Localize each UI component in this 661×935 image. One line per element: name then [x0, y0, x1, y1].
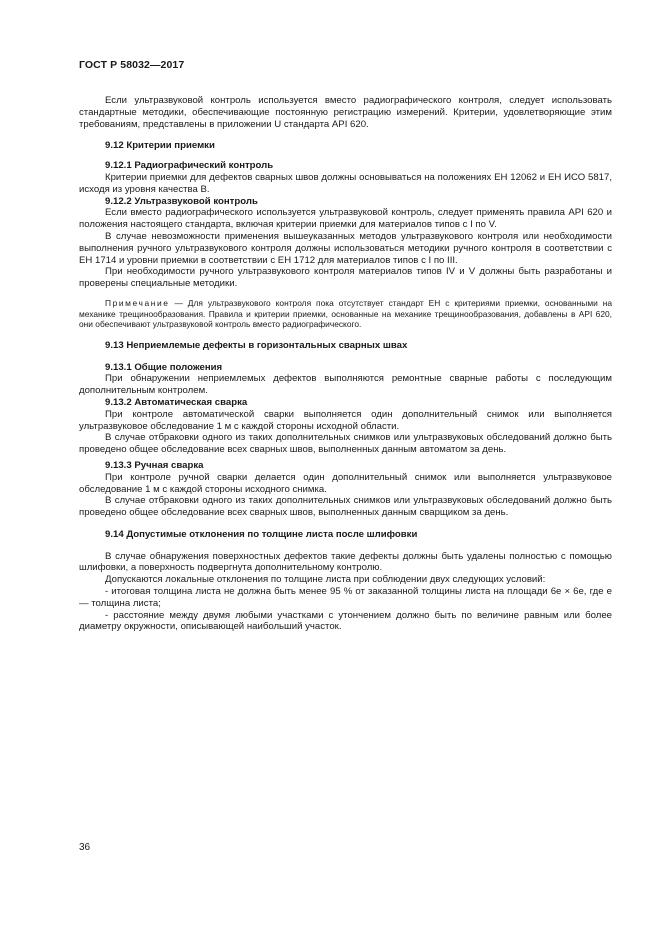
paragraph-manual-ultrasonic: В случае невозможности применения вышеуказанных методов ультразвукового контроля или необходимости выполнения ручного ультразвукового контроля должны использоваться методики ручного контроля в соответствии с ЕН 1714 и уровни приемки в соответствии с ЕН 1712 для материалов типов с I по III.	[79, 230, 612, 266]
section-heading-9-13: 9.13 Неприемлемые дефекты в горизонтальных сварных швах	[105, 339, 408, 351]
paragraph-manual-rejection: В случае отбраковки одного из таких дополнительных снимков или ультразвуковых обследований должно быть проведено общее обследование всех сварных швов, выполненных данным сварщиком за день.	[79, 495, 612, 519]
paragraph-repair-welding: При обнаружении неприемлемых дефектов выполняются ремонтные сварные работы с последующим дополнительным контролем.	[79, 373, 612, 397]
paragraph-automatic-control: При контроле автоматической сварки выполняется один дополнительный снимок или выполняется ультразвуковое обследование 1 м с каждой стороны исходной области.	[79, 408, 612, 432]
section-heading-9-14: 9.14 Допустимые отклонения по толщине листа после шлифовки	[105, 528, 418, 540]
list-item-thickness: - итоговая толщина листа не должна быть менее 95 % от заказанной толщины листа на площади 6е × 6е, где е — толщина листа;	[79, 586, 612, 609]
subsection-heading-9-13-1: 9.13.1 Общие положения	[105, 361, 223, 373]
paragraph-automatic-rejection: В случае отбраковки одного из таких дополнительных снимков или ультразвуковых обследований должно быть проведено общее обследование всех сварных швов, выполненных данным автоматом за день.	[79, 432, 612, 456]
document-header: ГОСТ Р 58032—2017	[79, 59, 185, 71]
paragraph-ultrasonic-rules: Если вместо радиографического используется ультразвуковой контроль, следует применять правила API 620 и положения настоящего стандарта, включая критерии приемки для материалов типов с I по V.	[79, 207, 612, 231]
paragraph-local-deviations: Допускаются локальные отклонения по толщине листа при соблюдении двух следующих условий:	[105, 574, 546, 586]
paragraph-manual-control: При контроле ручной сварки делается один дополнительный снимок или выполняется ультразвуковое обследование 1 м с каждой стороны исходного снимка.	[79, 471, 612, 495]
section-heading-9-12: 9.12 Критерии приемки	[105, 140, 215, 152]
note-text: — Для ультразвукового контроля пока отсутствует стандарт ЕН с критериями приемки, основанными на механике трещинообразования. Правила и критерии приемки, основанные на механике трещинообразования, добавлены в API 620, они обеспечивают ультразвуковой контроль вместо радиографического.	[79, 297, 612, 330]
paragraph-surface-defects: В случае обнаружения поверхностных дефектов такие дефекты должны быть удалены полностью с помощью шлифовки, а поверхность подвергнута дополнительному контролю.	[79, 550, 612, 574]
note	[79, 298, 612, 330]
paragraph-ultrasonic-instead: Если ультразвуковой контроль используется вместо радиографического контроля, следует использовать стандартные методики, обеспечивающие постоянную регистрацию измерений. Критерии, удовлетворяющие этим требованиям, представлены в приложении U стандарта API 620.	[79, 95, 612, 130]
page-number: 36	[79, 842, 91, 853]
paragraph-types-iv-v: При необходимости ручного ультразвукового контроля материалов типов IV и V должны быть разработаны и проверены специальные методики.	[79, 266, 612, 290]
subsection-heading-9-13-3: 9.13.3 Ручная сварка	[105, 459, 204, 471]
subsection-heading-9-13-2: 9.13.2 Автоматическая сварка	[105, 396, 248, 408]
note-label: Примечание	[105, 297, 170, 308]
document-body	[79, 95, 612, 633]
subsection-heading-9-12-1: 9.12.1 Радиографический контроль	[105, 160, 274, 172]
paragraph-radiographic-criteria: Критерии приемки для дефектов сварных швов должны основываться на положениях ЕН 12062 и ЕН ИСО 5817, исходя из уровня качества В.	[79, 171, 612, 195]
subsection-heading-9-12-2: 9.12.2 Ультразвуковой контроль	[105, 195, 258, 207]
list-item-distance: - расстояние между двумя любыми участками с утончением должно быть по величине равным или более диаметру окружности, описывающей наибольший участок.	[79, 609, 612, 633]
